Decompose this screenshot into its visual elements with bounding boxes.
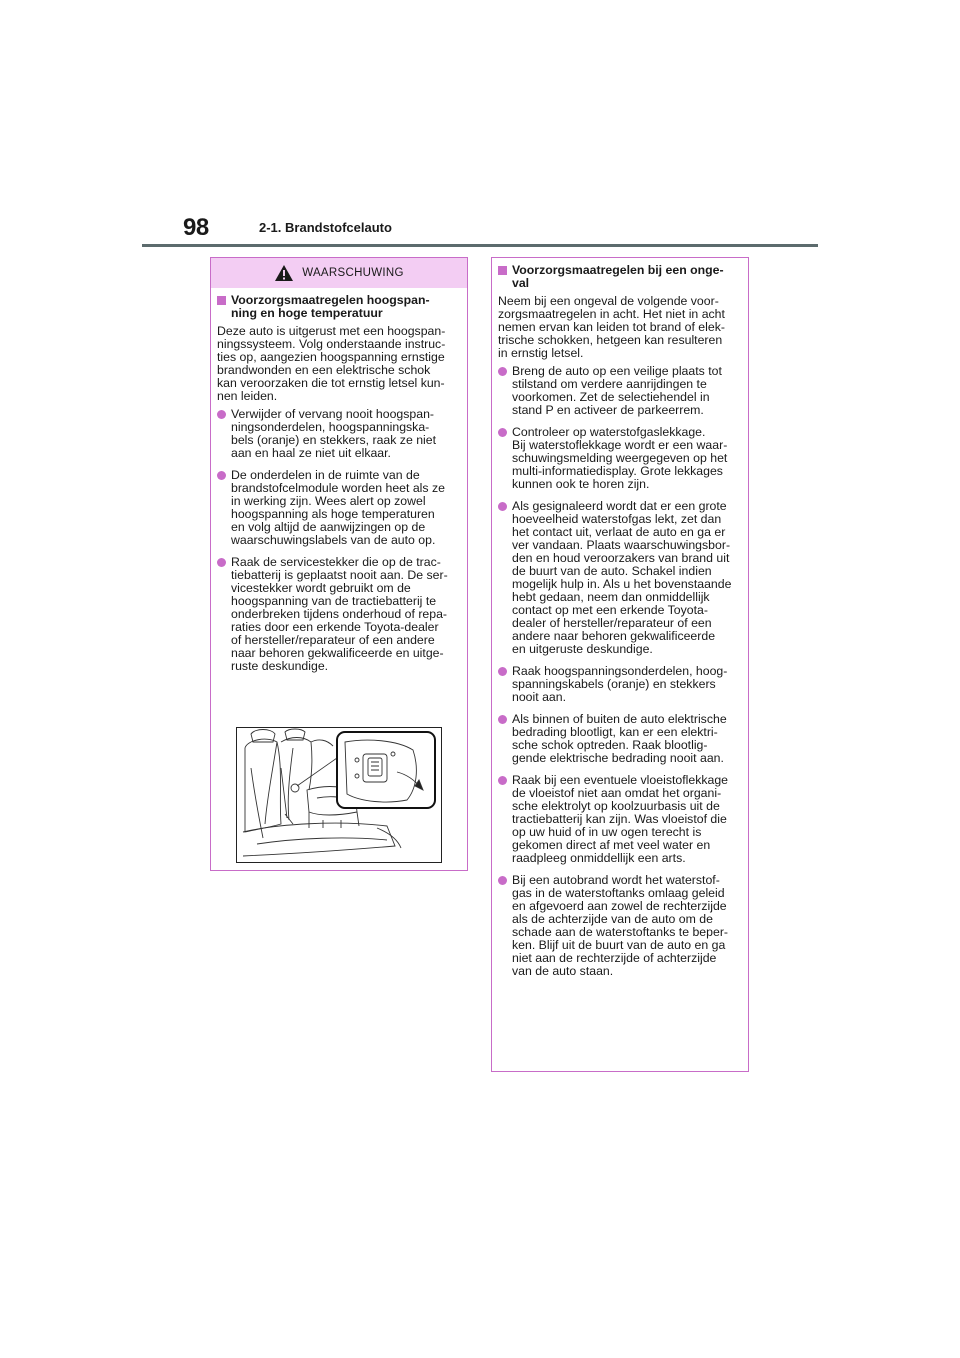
page-number: 98 [183, 214, 209, 241]
list-item-text: De onderdelen in de ruimte van de brandstofcelmodule worden heet als ze in werking zijn. Wees alert op zowel hoogspanning als hoge temperaturen en volg altijd de aanwijzingen op de waarschuwingslabels van de auto op. [231, 468, 445, 547]
list-item-text: Verwijder of vervang nooit hoogspan- ningsonderdelen, hoogspanningska- bels (oranje) en stekkers, raak ze niet aan en haal ze niet uit elkaar. [231, 407, 437, 460]
round-bullet-icon [498, 367, 507, 376]
round-bullet-icon [498, 876, 507, 885]
round-bullet-icon [498, 715, 507, 724]
list-item-text: Raak bij een eventuele vloeistoflekkage de vloeistof niet aan omdat het organi- sche elektrolyt op koolzuurbasis uit de tractiebatterij kan zijn. Was vloeistof die op uw huid of in uw ogen terecht is gekomen direct af met veel water en raadpleeg onmiddellijk een arts. [512, 773, 729, 865]
list-item-text: Bij een autobrand wordt het waterstof- gas in de waterstoftanks omlaag geleid en afgevoerd aan zowel de rechterzijde als de achterzijde van de auto om de schade aan de waterstoftanks te beper- ken. Blijf uit de buurt van de auto en ga niet aan de rechterzijde of achterzijde van de auto staan. [512, 873, 729, 978]
round-bullet-icon [498, 667, 507, 676]
accident-heading [498, 264, 740, 290]
list-item-text: Raak hoogspanningsonderdelen, hoog- spanningskabels (oranje) en stekkers nooit aan. [512, 664, 728, 704]
accident-bullet-list [498, 365, 740, 978]
round-bullet-icon [217, 471, 226, 480]
list-item [498, 365, 740, 417]
warning-body [211, 288, 467, 673]
list-item [498, 874, 740, 978]
list-item [498, 774, 740, 865]
header-rule [142, 244, 818, 247]
accident-box [491, 257, 749, 1072]
list-item-text: Raak de servicestekker die op de trac- tiebatterij is geplaatst nooit aan. De ser- vicestekker wordt gebruikt om de hoogspanning van de tractiebatterij te onderbreken tijdens onderhoud of repa- raties door een erkende Toyota-dealer of hersteller/reparateur of een andere naar behoren gekwalificeerde en uitge- ruste deskundige. [231, 555, 448, 673]
warning-bullet-list [217, 408, 459, 673]
section-title: 2-1. Brandstofcelauto [259, 220, 392, 235]
list-item [217, 469, 459, 547]
square-bullet-icon [217, 296, 226, 305]
accident-intro: Neem bij een ongeval de volgende voor- zorgsmaatregelen in acht. Het niet in acht nemen ervan kan leiden tot brand of elek- trische schokken, hetgeen kan resulteren in ernstig letsel. [498, 294, 725, 360]
round-bullet-icon [217, 558, 226, 567]
list-item [498, 426, 740, 491]
round-bullet-icon [217, 410, 226, 419]
round-bullet-icon [498, 502, 507, 511]
square-bullet-icon [498, 266, 507, 275]
list-item [498, 713, 740, 765]
warning-heading [217, 294, 459, 320]
list-item [498, 500, 740, 656]
service-plug-illustration [236, 727, 442, 863]
warning-label: WAARSCHUWING [302, 267, 404, 279]
warning-triangle-icon [274, 264, 294, 282]
round-bullet-icon [498, 428, 507, 437]
list-item [217, 408, 459, 460]
accident-heading-text: Voorzorgsmaatregelen bij een onge- val [512, 263, 724, 290]
rear-seat-drawing [237, 728, 441, 862]
list-item-text: Als binnen of buiten de auto elektrische bedrading blootligt, kan er een elektri- sche schok optreden. Raak blootlig- gende elektrische bedrading nooit aan. [512, 712, 727, 765]
list-item [498, 665, 740, 704]
list-item-text: Controleer op waterstofgaslekkage. Bij waterstoflekkage wordt er een waar- schuwingsmelding weergegeven op het multi-informatiedisplay. Grote lekkages kunnen ook te horen zijn. [512, 425, 728, 491]
list-item-text: Breng de auto op een veilige plaats tot stilstand om verdere aanrijdingen te voorkomen. Zet de selectiehendel in stand P en activeer de parkeerrem. [512, 364, 722, 417]
round-bullet-icon [498, 776, 507, 785]
warning-intro: Deze auto is uitgerust met een hoogspan- ningssysteem. Volg onderstaande instruc- ties op, aangezien hoogspanning ernstige brandwonden en een elektrische schok kan veroorzaken die tot ernstig letsel kun- nen leiden. [217, 324, 446, 403]
list-item-text: Als gesignaleerd wordt dat er een grote hoeveelheid waterstofgas lekt, zet dan het contact uit, verlaat de auto en ga er ver vandaan. Plaats waarschuwingsbor- den en houd veroorzakers van brand uit de buurt van de auto. Schakel indien mogelijk hulp in. Als u het bovenstaande hebt gedaan, neem dan onmiddellijk contact op met een erkende Toyota- dealer of hersteller/reparateur of een andere naar behoren gekwalificeerde en uitgeruste deskundige. [512, 499, 732, 656]
warning-header [211, 258, 467, 288]
list-item [217, 556, 459, 673]
warning-heading-text: Voorzorgsmaatregelen hoogspan- ning en hoge temperatuur [231, 293, 430, 320]
